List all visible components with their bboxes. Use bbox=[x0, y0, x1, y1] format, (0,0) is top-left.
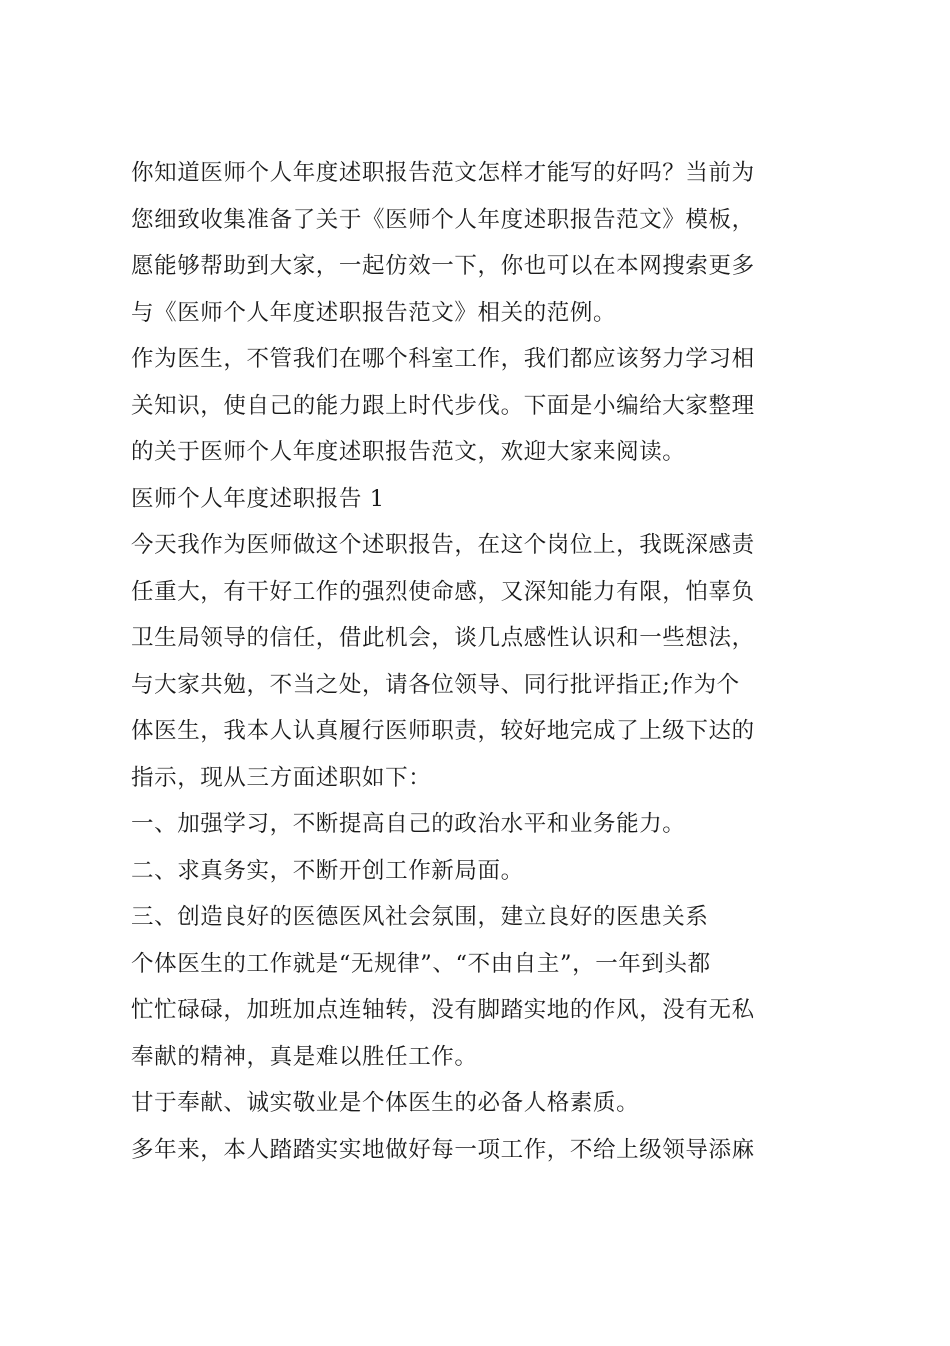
section-heading: 医师个人年度述职报告 1 bbox=[131, 485, 385, 512]
text-line: 愿能够帮助到大家，一起仿效一下，你也可以在本网搜索更多 bbox=[131, 253, 755, 279]
text-line: 你知道医师个人年度述职报告范文怎样才能写的好吗？当前为 bbox=[131, 160, 755, 186]
text-line: 卫生局领导的信任，借此机会，谈几点感性认识和一些想法， bbox=[131, 625, 755, 651]
text-line: 与大家共勉，不当之处，请各位领导、同行批评指正;作为个 bbox=[131, 671, 740, 698]
text-line: 个体医生的工作就是“无规律”、“不由自主”，一年到头都 bbox=[131, 950, 711, 977]
text-line: 的关于医师个人年度述职报告范文，欢迎大家来阅读。 bbox=[131, 439, 686, 465]
text-line: 多年来，本人踏踏实实地做好每一项工作，不给上级领导添麻 bbox=[131, 1136, 755, 1163]
text-line: 甘于奉献、诚实敬业是个体医生的必备人格素质。 bbox=[131, 1090, 640, 1116]
list-item: 二、求真务实，不断开创工作新局面。 bbox=[131, 857, 524, 884]
text-line: 今天我作为医师做这个述职报告，在这个岗位上，我既深感责 bbox=[131, 532, 755, 558]
text-line: 作为医生，不管我们在哪个科室工作，我们都应该努力学习相 bbox=[131, 346, 755, 372]
text-line: 忙忙碌碌，加班加点连轴转，没有脚踏实地的作风，没有无私 bbox=[131, 997, 755, 1023]
list-item: 一、加强学习，不断提高自己的政治水平和业务能力。 bbox=[131, 811, 686, 837]
text-line: 与《医师个人年度述职报告范文》相关的范例。 bbox=[131, 299, 617, 326]
text-line: 指示，现从三方面述职如下： bbox=[131, 764, 432, 791]
text-line: 关知识，使自己的能力跟上时代步伐。下面是小编给大家整理 bbox=[131, 392, 755, 419]
text-line: 任重大，有干好工作的强烈使命感，又深知能力有限，怕辜负 bbox=[131, 578, 755, 605]
list-item: 三、创造良好的医德医风社会氛围，建立良好的医患关系 bbox=[131, 904, 709, 930]
document-body bbox=[131, 150, 821, 1173]
text-line: 奉献的精神，真是难以胜任工作。 bbox=[131, 1043, 478, 1070]
text-line: 您细致收集准备了关于《医师个人年度述职报告范文》模板， bbox=[131, 206, 755, 233]
text-line: 体医生，我本人认真履行医师职责，较好地完成了上级下达的 bbox=[131, 718, 755, 744]
